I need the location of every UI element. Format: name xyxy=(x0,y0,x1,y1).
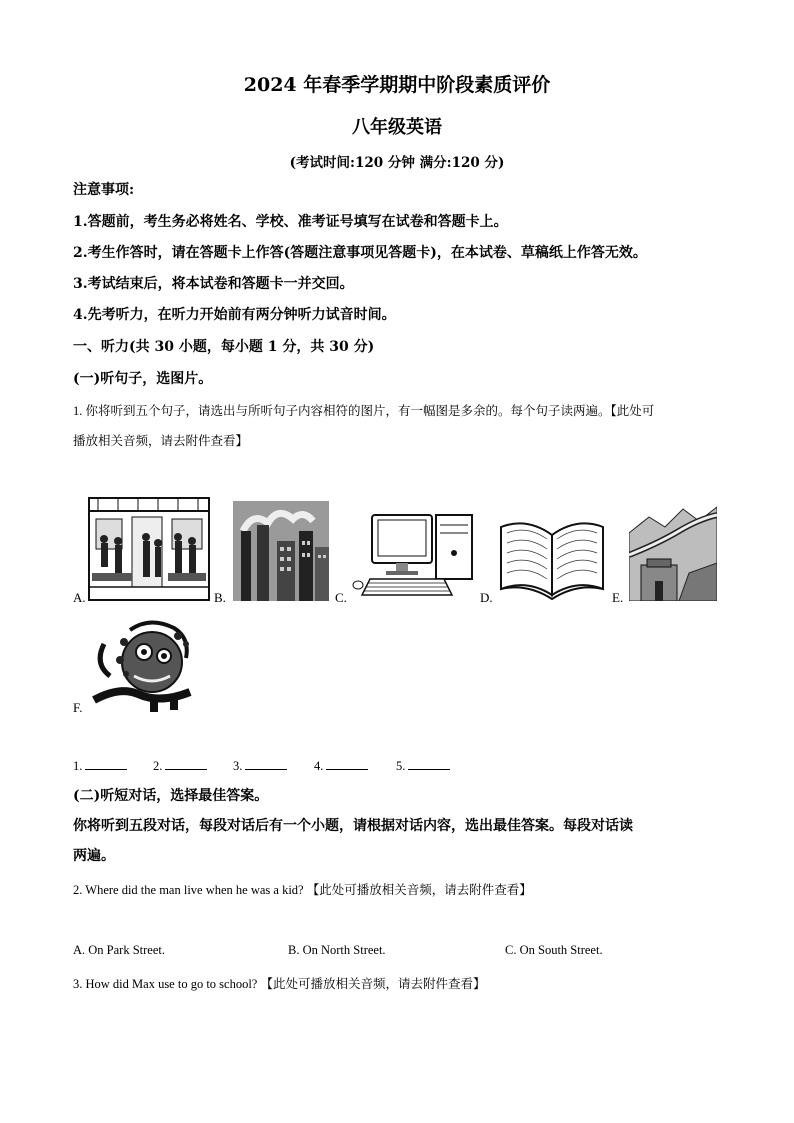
part2-instruction: 你将听到五段对话，每段对话后有一个小题，请根据对话内容，选出最佳答案。每段对话读 xyxy=(73,818,633,834)
exam-title: 2024 年春季学期期中阶段素质评价 xyxy=(243,74,551,96)
question-1-text: 1. 你将听到五个句子，请选出与所听句子内容相符的图片，有一幅图是多余的。每个句子读两遍。【此处可 xyxy=(73,404,655,418)
question-2-text: 2. Where did the man live when he was a kid? 【此处可播放相关音频，请去附件查看】 xyxy=(73,883,532,897)
question-2-option-a[interactable]: A. On Park Street. xyxy=(73,943,165,957)
note-item: 2.考生作答时，请在答题卡上作答(答题注意事项见答题卡)，在本试卷、草稿纸上作答无效。 xyxy=(73,245,647,261)
answer-blank-3[interactable]: 3. xyxy=(233,757,287,774)
picture-label-f: F. xyxy=(73,700,83,715)
note-item: 4.先考听力，在听力开始前有两分钟听力试音时间。 xyxy=(73,307,396,323)
answer-blank-1[interactable]: 1. xyxy=(73,757,127,774)
subway-picture xyxy=(88,497,210,601)
factory-picture xyxy=(233,501,329,601)
great-wall-picture xyxy=(629,503,717,601)
picture-label-a: A. xyxy=(73,590,86,605)
notes-heading: 注意事项: xyxy=(73,182,135,198)
question-2-option-c[interactable]: C. On South Street. xyxy=(505,943,603,957)
open-book-picture xyxy=(497,515,607,601)
note-item: 1.答题前，考生务必将姓名、学校、准考证号填写在试卷和答题卡上。 xyxy=(73,214,508,230)
answer-blank-2[interactable]: 2. xyxy=(153,757,207,774)
note-item: 3.考试结束后，将本试卷和答题卡一并交回。 xyxy=(73,276,354,292)
question-2-option-b[interactable]: B. On North Street. xyxy=(288,943,386,957)
answer-blank-4[interactable]: 4. xyxy=(314,757,368,774)
lion-dance-picture xyxy=(90,614,202,714)
part2-heading: (二)听短对话，选择最佳答案。 xyxy=(73,788,269,804)
picture-label-c: C. xyxy=(335,590,347,605)
picture-label-d: D. xyxy=(480,590,493,605)
answer-blank-5[interactable]: 5. xyxy=(396,757,450,774)
exam-info: (考试时间:120 分钟 满分:120 分) xyxy=(289,155,505,171)
question-1-text-cont: 播放相关音频，请去附件查看】 xyxy=(73,434,249,448)
question-3-text: 3. How did Max use to go to school? 【此处可播放相关音频，请去附件查看】 xyxy=(73,977,486,991)
picture-label-e: E. xyxy=(612,590,624,605)
section-heading: 一、听力(共 30 小题，每小题 1 分，共 30 分) xyxy=(73,339,375,355)
part1-heading: (一)听句子，选图片。 xyxy=(73,371,213,387)
exam-subtitle: 八年级英语 xyxy=(352,117,442,138)
part2-instruction-cont: 两遍。 xyxy=(73,848,115,864)
picture-label-b: B. xyxy=(214,590,226,605)
computer-picture xyxy=(352,513,476,601)
